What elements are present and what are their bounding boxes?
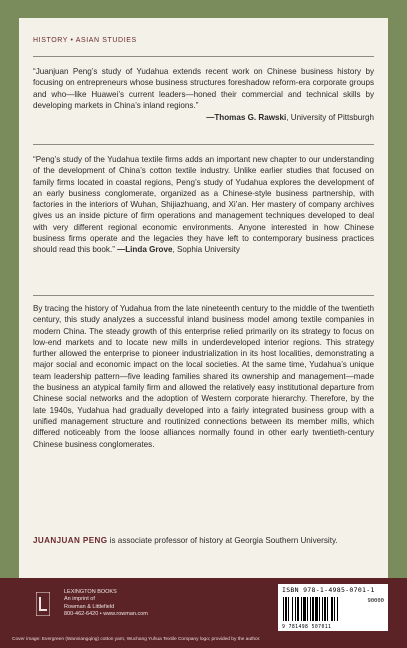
divider bbox=[33, 295, 374, 296]
publisher-name: LEXINGTON BOOKS bbox=[64, 589, 117, 595]
price-code: 90000 bbox=[367, 598, 384, 604]
cover-credit: Cover image: Evergreen (Wanniangqing) cotton yarn, Wuchang Yuhua Textile Company logo; provided by the author. bbox=[12, 637, 261, 642]
barcode-icon bbox=[283, 597, 359, 621]
publisher-info bbox=[64, 589, 148, 619]
quote-1-affiliation: , University of Pittsburgh bbox=[286, 113, 374, 123]
barcode-number: 9 781498 507011 bbox=[282, 625, 332, 630]
endorsement-quote-1 bbox=[33, 66, 374, 123]
publisher-parent: Rowman & Littlefield bbox=[64, 603, 115, 610]
author-bio bbox=[33, 536, 374, 545]
quote-2-attribution bbox=[117, 245, 240, 254]
endorsement-quote-2 bbox=[33, 154, 374, 256]
quote-1-text: “Juanjuan Peng’s study of Yudahua extends recent work on Chinese business history by focusing on entrepreneurs whose business structures foreshadow reform-era corporate groups and who—like Huawei’s current leaders—honed their commercial and technical skills by developing markets in China’s inland regions.” bbox=[33, 67, 374, 110]
publisher-contact: 800-462-6420 • www.rowman.com bbox=[64, 611, 148, 618]
barcode-box bbox=[278, 584, 388, 631]
divider bbox=[33, 56, 374, 57]
book-description: By tracing the history of Yudahua from the late nineteenth century to the middle of the twentieth century, this study analyzes a successful inland business model among textile companies in modern China. The steady growth of this enterprise relied primarily on its strategy to focus on low-end markets and to locate new mills in underdeveloped interior regions. This strategy further allowed the enterprise to pioneer industrialization in its host localities, demonstrating a major social and economic impact on the local societies. At the same time, Yudahua’s unique team leadership pattern—five leading families shared its ownership and management—made the business an atypical family firm and allowed the relatively easy institutional departure from Chinese social networks and the adoption of Western corporate hierarchy. Therefore, by the late 1940s, Yudahua had gradually developed into a fairly integrated business group with a unified management structure and routinized connections between its member mills, which differed noticeably from the loose alliances normally found in other early twentieth-century Chinese business conglomerates. bbox=[33, 304, 374, 449]
divider bbox=[33, 144, 374, 145]
lexington-logo-icon bbox=[36, 592, 50, 616]
quote-2-affiliation: , Sophia University bbox=[172, 245, 240, 255]
quote-1-attribution bbox=[33, 112, 374, 123]
quote-2-author: —Linda Grove bbox=[117, 245, 173, 255]
author-name: JUANJUAN PENG bbox=[33, 536, 108, 545]
publisher-imprint-line: An imprint of bbox=[64, 596, 95, 603]
back-cover-panel bbox=[19, 18, 388, 578]
quote-1-author: —Thomas G. Rawski bbox=[206, 113, 287, 123]
isbn-label: ISBN 978-1-4985-0701-1 bbox=[282, 586, 375, 594]
category-label: HISTORY • ASIAN STUDIES bbox=[33, 37, 137, 44]
author-bio-text: is associate professor of history at Georgia Southern University. bbox=[107, 536, 338, 545]
publisher-footer bbox=[0, 578, 407, 648]
quote-2-text: “Peng’s study of the Yudahua textile firms adds an important new chapter to our understanding of the development of China’s cotton textile industry. Unlike earlier studies that focused on family firms located in coastal regions, Peng’s study of Yudahua explores the development of an early business conglomerate, organized as a Chinese-style business partnership, with factories in the interiors of Wuhan, Shijiazhuang, and Xi’an. Her mastery of company archives gives us an inside picture of firm operations and management techniques developed to deal with very different regional economic environments. Anyone interested in how Chinese business firms operate and the legacies they have left to contemporary business practices should read this book.” bbox=[33, 155, 374, 255]
